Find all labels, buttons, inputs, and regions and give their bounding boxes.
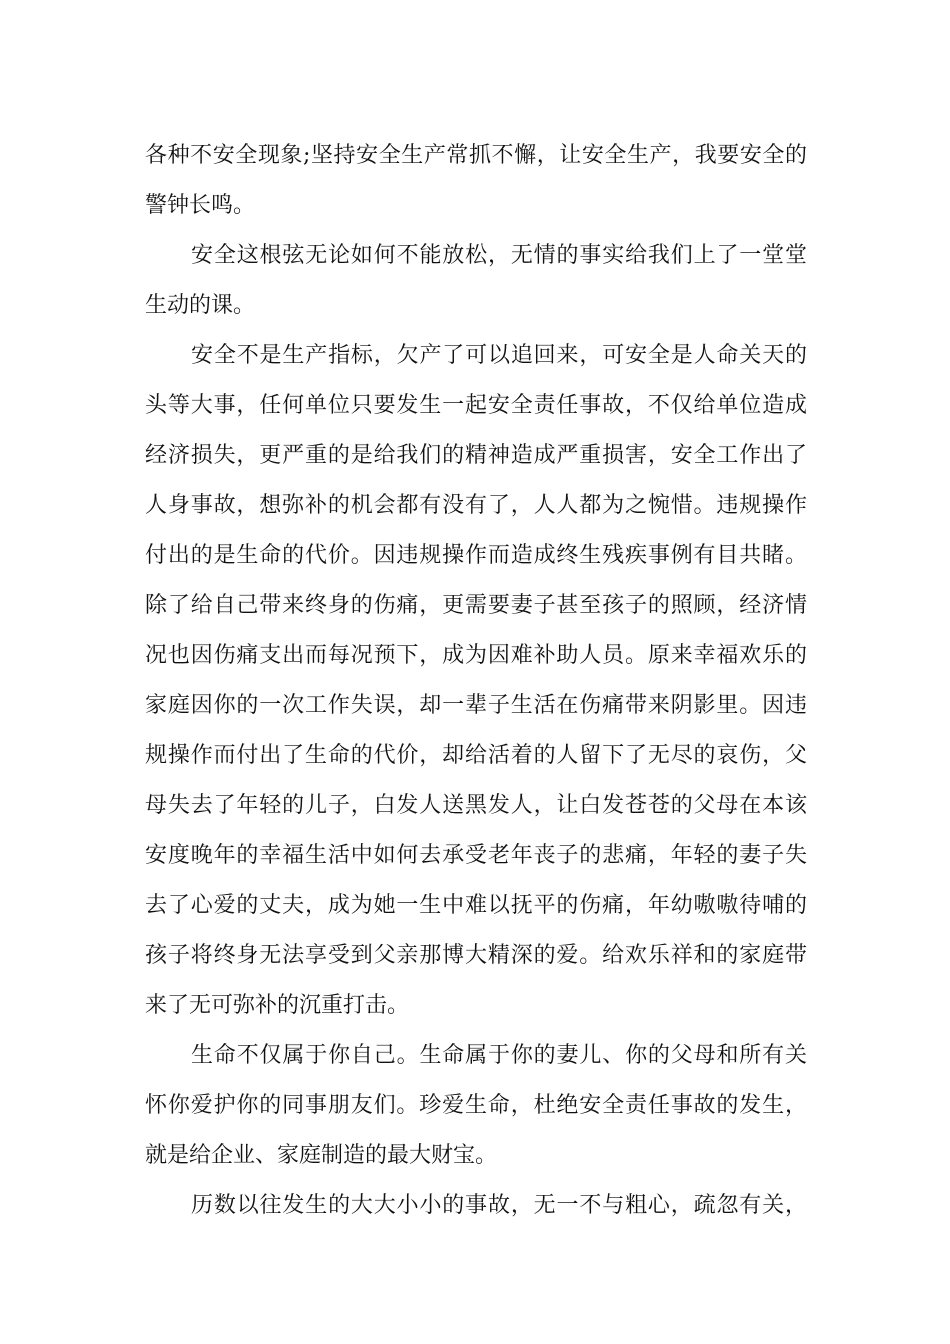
paragraph-2 [145, 231, 807, 331]
text-line: 各种不安全现象;坚持安全生产常抓不懈，让安全生产，我要安全的 [145, 143, 807, 168]
paragraph-3 [145, 331, 807, 1031]
text-line: 生动的课。 [145, 293, 256, 318]
text-line: 母失去了年轻的儿子，白发人送黑发人，让白发苍苍的父母在本该 [145, 793, 807, 818]
text-line: 去了心爱的丈夫，成为她一生中难以抚平的伤痛，年幼嗷嗷待哺的 [145, 893, 807, 918]
text-line: 历数以往发生的大大小小的事故，无一不与粗心，疏忽有关， [191, 1193, 807, 1218]
paragraph-4 [145, 1031, 807, 1181]
text-line: 来了无可弥补的沉重打击。 [145, 993, 410, 1018]
text-line: 除了给自己带来终身的伤痛，更需要妻子甚至孩子的照顾，经济情 [145, 593, 807, 618]
document-body [145, 131, 807, 1231]
text-line: 就是给企业、家庭制造的最大财宝。 [145, 1143, 498, 1168]
text-line: 警钟长鸣。 [145, 193, 256, 218]
text-line: 怀你爱护你的同事朋友们。珍爱生命，杜绝安全责任事故的发生， [145, 1093, 807, 1118]
text-line: 规操作而付出了生命的代价，却给活着的人留下了无尽的哀伤，父 [145, 743, 807, 768]
text-line: 头等大事，任何单位只要发生一起安全责任事故，不仅给单位造成 [145, 393, 807, 418]
text-line: 经济损失，更严重的是给我们的精神造成严重损害，安全工作出了 [145, 443, 807, 468]
paragraph-1 [145, 131, 807, 231]
text-line: 安全不是生产指标，欠产了可以追回来，可安全是人命关天的 [191, 343, 807, 368]
text-line: 孩子将终身无法享受到父亲那博大精深的爱。给欢乐祥和的家庭带 [145, 943, 807, 968]
text-line: 生命不仅属于你自己。生命属于你的妻儿、你的父母和所有关 [191, 1043, 807, 1068]
text-line: 家庭因你的一次工作失误，却一辈子生活在伤痛带来阴影里。因违 [145, 693, 807, 718]
text-line: 安全这根弦无论如何不能放松，无情的事实给我们上了一堂堂 [191, 243, 807, 268]
text-line: 人身事故，想弥补的机会都有没有了，人人都为之惋惜。违规操作 [145, 493, 807, 518]
text-line: 付出的是生命的代价。因违规操作而造成终生残疾事例有目共睹。 [145, 543, 807, 568]
text-line: 安度晚年的幸福生活中如何去承受老年丧子的悲痛，年轻的妻子失 [145, 843, 807, 868]
text-line: 况也因伤痛支出而每况预下，成为因难补助人员。原来幸福欢乐的 [145, 643, 807, 668]
paragraph-5 [145, 1181, 807, 1231]
